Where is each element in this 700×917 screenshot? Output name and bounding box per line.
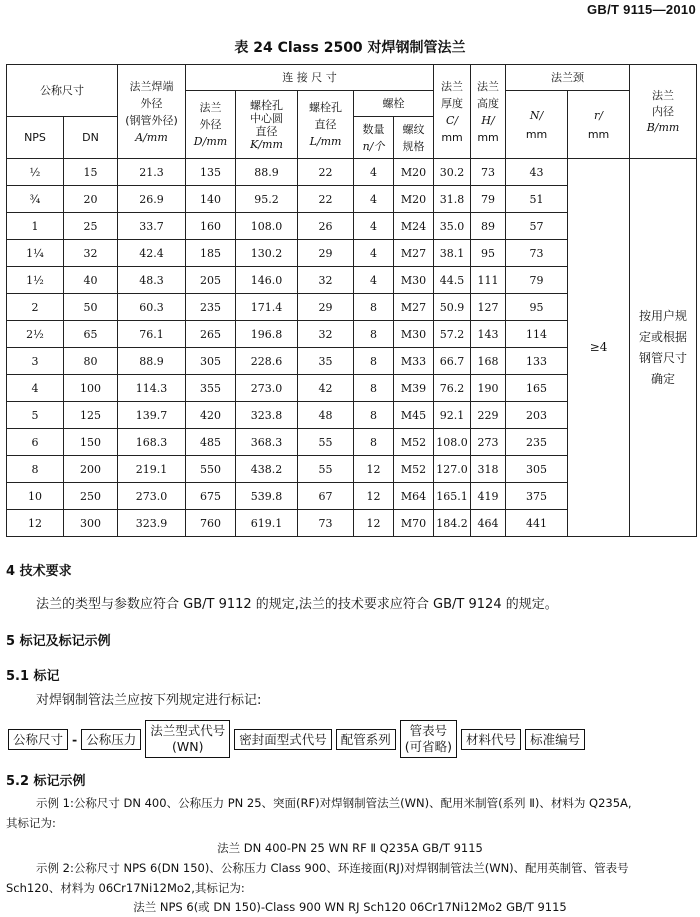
section-4-title: 4 技术要求 [6, 564, 72, 579]
cell-dn: 40 [64, 267, 118, 294]
cell-l: 73 [298, 510, 354, 537]
cell-a: 76.1 [118, 321, 186, 348]
cell-h: 111 [471, 267, 506, 294]
cell-nn: 51 [506, 186, 568, 213]
cell-a: 139.7 [118, 402, 186, 429]
mark-box-pipe-series: 配管系列 [336, 729, 396, 750]
cell-h: 464 [471, 510, 506, 537]
cell-a: 60.3 [118, 294, 186, 321]
header-flange-height: 法兰 高度 H/ mm [471, 65, 506, 159]
cell-nps: 2½ [7, 321, 64, 348]
cell-c: 35.0 [434, 213, 471, 240]
cell-l: 29 [298, 240, 354, 267]
cell-k: 619.1 [236, 510, 298, 537]
cell-th: M52 [394, 429, 434, 456]
mark-box-standard-no: 标准编号 [525, 729, 585, 750]
cell-dn: 150 [64, 429, 118, 456]
cell-dn: 80 [64, 348, 118, 375]
cell-dn: 15 [64, 159, 118, 186]
header-flange-od: 法兰 外径 D/mm [186, 91, 236, 159]
cell-h: 127 [471, 294, 506, 321]
marking-scheme [8, 720, 589, 758]
cell-n: 8 [354, 375, 394, 402]
cell-nn: 79 [506, 267, 568, 294]
cell-h: 89 [471, 213, 506, 240]
cell-k: 88.9 [236, 159, 298, 186]
cell-k: 438.2 [236, 456, 298, 483]
cell-nps: 3 [7, 348, 64, 375]
cell-a: 88.9 [118, 348, 186, 375]
cell-a: 273.0 [118, 483, 186, 510]
cell-th: M27 [394, 240, 434, 267]
cell-n: 8 [354, 294, 394, 321]
cell-dn: 20 [64, 186, 118, 213]
cell-th: M64 [394, 483, 434, 510]
cell-n: 8 [354, 402, 394, 429]
cell-nn: 305 [506, 456, 568, 483]
cell-h: 95 [471, 240, 506, 267]
cell-c: 66.7 [434, 348, 471, 375]
header-bolt-qty: 数量 n/个 [354, 117, 394, 159]
section-4-text: 法兰的类型与参数应符合 GB/T 9112 的规定,法兰的技术要求应符合 GB/T 9124 的规定。 [36, 597, 558, 612]
cell-th: M45 [394, 402, 434, 429]
cell-n: 12 [354, 483, 394, 510]
example-1-line-1: 示例 1:公称尺寸 DN 400、公称压力 PN 25、突面(RF)对焊钢制管法兰(WN)、配用米制管(系列 Ⅱ)、材料为 Q235A, [36, 796, 632, 810]
cell-d: 135 [186, 159, 236, 186]
header-nominal-size: 公称尺寸 [7, 65, 118, 117]
cell-dn: 300 [64, 510, 118, 537]
header-connection-dims: 连 接 尺 寸 [186, 65, 434, 91]
cell-nn: 43 [506, 159, 568, 186]
cell-l: 22 [298, 186, 354, 213]
example-1-line-2: 其标记为: [6, 816, 56, 830]
cell-th: M27 [394, 294, 434, 321]
cell-c: 44.5 [434, 267, 471, 294]
cell-nps: 2 [7, 294, 64, 321]
cell-th: M24 [394, 213, 434, 240]
cell-d: 265 [186, 321, 236, 348]
example-1-mark: 法兰 DN 400-PN 25 WN RF Ⅱ Q235A GB/T 9115 [217, 841, 483, 855]
cell-dn: 125 [64, 402, 118, 429]
cell-nps: 4 [7, 375, 64, 402]
cell-k: 539.8 [236, 483, 298, 510]
cell-a: 48.3 [118, 267, 186, 294]
header-flange-bore: 法兰 内径 B/mm [630, 65, 697, 159]
cell-nn: 235 [506, 429, 568, 456]
cell-c: 57.2 [434, 321, 471, 348]
cell-nps: ¾ [7, 186, 64, 213]
cell-k: 171.4 [236, 294, 298, 321]
cell-a: 219.1 [118, 456, 186, 483]
cell-nps: 10 [7, 483, 64, 510]
mark-box-nominal-size: 公称尺寸 [8, 729, 68, 750]
cell-a: 33.7 [118, 213, 186, 240]
cell-l: 55 [298, 456, 354, 483]
standard-number: GB/T 9115—2010 [587, 2, 696, 17]
cell-a: 26.9 [118, 186, 186, 213]
cell-h: 79 [471, 186, 506, 213]
cell-dn: 25 [64, 213, 118, 240]
cell-nn: 73 [506, 240, 568, 267]
cell-c: 127.0 [434, 456, 471, 483]
cell-d: 675 [186, 483, 236, 510]
cell-c: 30.2 [434, 159, 471, 186]
cell-h: 168 [471, 348, 506, 375]
cell-k: 108.0 [236, 213, 298, 240]
table-title: 表 24 Class 2500 对焊钢制管法兰 [234, 40, 466, 56]
cell-nps: ½ [7, 159, 64, 186]
example-2-line-1: 示例 2:公称尺寸 NPS 6(DN 150)、公称压力 Class 900、环连接面(RJ)对焊钢制管法兰(WN)、配用英制管、管表号 [36, 861, 629, 875]
cell-n: 8 [354, 429, 394, 456]
cell-n: 8 [354, 348, 394, 375]
section-5-title: 5 标记及标记示例 [6, 634, 111, 649]
cell-dn: 32 [64, 240, 118, 267]
cell-nps: 12 [7, 510, 64, 537]
cell-l: 32 [298, 321, 354, 348]
cell-th: M33 [394, 348, 434, 375]
cell-d: 355 [186, 375, 236, 402]
flange-spec-table [6, 64, 697, 537]
header-dn: DN [64, 117, 118, 159]
cell-n: 4 [354, 186, 394, 213]
cell-nn: 441 [506, 510, 568, 537]
cell-k: 368.3 [236, 429, 298, 456]
header-flange-neck: 法兰颈 [506, 65, 630, 91]
cell-nps: 8 [7, 456, 64, 483]
mark-box-material: 材料代号 [461, 729, 521, 750]
cell-l: 29 [298, 294, 354, 321]
header-flange-thickness: 法兰 厚度 C/ mm [434, 65, 471, 159]
cell-a: 114.3 [118, 375, 186, 402]
cell-d: 235 [186, 294, 236, 321]
cell-h: 143 [471, 321, 506, 348]
cell-c: 38.1 [434, 240, 471, 267]
cell-nn: 57 [506, 213, 568, 240]
cell-a: 42.4 [118, 240, 186, 267]
cell-k: 146.0 [236, 267, 298, 294]
cell-nps: 1¼ [7, 240, 64, 267]
cell-l: 55 [298, 429, 354, 456]
cell-bore-note: 按用户规定或根据钢管尺寸确定 [630, 159, 697, 537]
cell-k: 273.0 [236, 375, 298, 402]
header-neck-r: r/ mm [568, 91, 630, 159]
cell-th: M70 [394, 510, 434, 537]
cell-dn: 50 [64, 294, 118, 321]
cell-dn: 250 [64, 483, 118, 510]
mark-box-schedule: 管表号 (可省略) [400, 720, 457, 758]
cell-n: 4 [354, 267, 394, 294]
cell-nps: 5 [7, 402, 64, 429]
cell-th: M30 [394, 321, 434, 348]
section-5-1-title: 5.1 标记 [6, 669, 60, 684]
cell-l: 42 [298, 375, 354, 402]
cell-k: 95.2 [236, 186, 298, 213]
cell-nps: 1½ [7, 267, 64, 294]
cell-nps: 6 [7, 429, 64, 456]
mark-separator: - [72, 731, 78, 747]
section-5-2-title: 5.2 标记示例 [6, 774, 86, 789]
cell-nn: 95 [506, 294, 568, 321]
header-neck-n: N/ mm [506, 91, 568, 159]
cell-c: 184.2 [434, 510, 471, 537]
cell-l: 26 [298, 213, 354, 240]
cell-neck-r: ≥4 [568, 159, 630, 537]
cell-d: 550 [186, 456, 236, 483]
cell-d: 140 [186, 186, 236, 213]
cell-n: 4 [354, 213, 394, 240]
cell-h: 73 [471, 159, 506, 186]
cell-th: M52 [394, 456, 434, 483]
cell-dn: 65 [64, 321, 118, 348]
cell-n: 12 [354, 456, 394, 483]
cell-a: 323.9 [118, 510, 186, 537]
cell-n: 8 [354, 321, 394, 348]
cell-th: M30 [394, 267, 434, 294]
cell-c: 108.0 [434, 429, 471, 456]
header-nps: NPS [7, 117, 64, 159]
cell-nn: 375 [506, 483, 568, 510]
cell-nps: 1 [7, 213, 64, 240]
cell-nn: 114 [506, 321, 568, 348]
example-2-line-2: Sch120、材料为 06Cr17Ni12Mo2,其标记为: [6, 881, 245, 895]
cell-th: M39 [394, 375, 434, 402]
cell-c: 165.1 [434, 483, 471, 510]
header-weld-end-od: 法兰焊端 外径 (钢管外径) A/mm [118, 65, 186, 159]
cell-dn: 200 [64, 456, 118, 483]
cell-nn: 133 [506, 348, 568, 375]
header-bolt-hole: 螺栓孔 直径 L/mm [298, 91, 354, 159]
cell-c: 92.1 [434, 402, 471, 429]
cell-dn: 100 [64, 375, 118, 402]
cell-k: 196.8 [236, 321, 298, 348]
cell-n: 12 [354, 510, 394, 537]
section-5-1-text: 对焊钢制管法兰应按下列规定进行标记: [36, 693, 262, 708]
cell-c: 50.9 [434, 294, 471, 321]
cell-nn: 165 [506, 375, 568, 402]
cell-a: 21.3 [118, 159, 186, 186]
mark-box-seal-code: 密封面型式代号 [234, 729, 332, 750]
cell-th: M20 [394, 159, 434, 186]
example-2-mark: 法兰 NPS 6(或 DN 150)-Class 900 WN RJ Sch120 06Cr17Ni12Mo2 GB/T 9115 [133, 900, 567, 914]
cell-c: 31.8 [434, 186, 471, 213]
cell-l: 48 [298, 402, 354, 429]
header-bolt-thread: 螺纹 规格 [394, 117, 434, 159]
cell-l: 32 [298, 267, 354, 294]
cell-h: 190 [471, 375, 506, 402]
header-bolt-circle: 螺栓孔 中心圆 直径 K/mm [236, 91, 298, 159]
cell-k: 323.8 [236, 402, 298, 429]
cell-k: 228.6 [236, 348, 298, 375]
cell-d: 160 [186, 213, 236, 240]
cell-a: 168.3 [118, 429, 186, 456]
cell-d: 420 [186, 402, 236, 429]
cell-d: 485 [186, 429, 236, 456]
mark-box-type-code: 法兰型式代号 (WN) [145, 720, 230, 758]
cell-k: 130.2 [236, 240, 298, 267]
cell-l: 22 [298, 159, 354, 186]
cell-nn: 203 [506, 402, 568, 429]
cell-h: 273 [471, 429, 506, 456]
cell-d: 760 [186, 510, 236, 537]
cell-h: 419 [471, 483, 506, 510]
cell-h: 229 [471, 402, 506, 429]
mark-box-nominal-pressure: 公称压力 [81, 729, 141, 750]
cell-n: 4 [354, 240, 394, 267]
cell-d: 305 [186, 348, 236, 375]
cell-l: 35 [298, 348, 354, 375]
table-row [7, 159, 697, 186]
cell-h: 318 [471, 456, 506, 483]
cell-c: 76.2 [434, 375, 471, 402]
cell-th: M20 [394, 186, 434, 213]
cell-l: 67 [298, 483, 354, 510]
header-bolt: 螺栓 [354, 91, 434, 117]
cell-d: 185 [186, 240, 236, 267]
cell-d: 205 [186, 267, 236, 294]
cell-n: 4 [354, 159, 394, 186]
